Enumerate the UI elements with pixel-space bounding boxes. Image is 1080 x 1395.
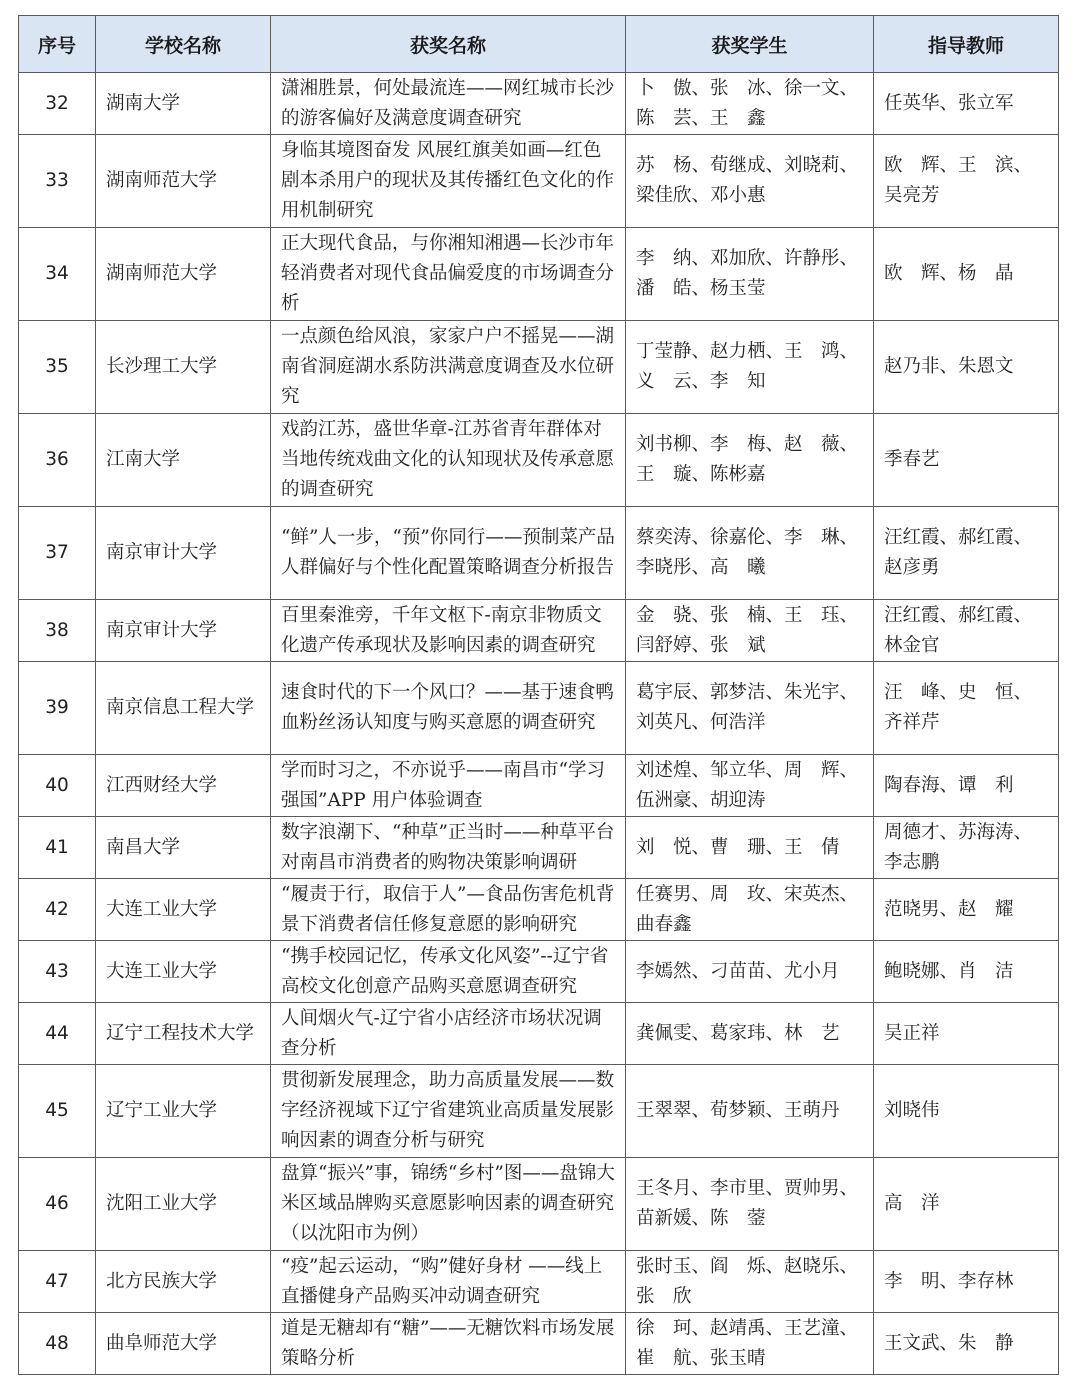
cell-num: 36 — [19, 414, 96, 507]
cell-award: 人间烟火气-辽宁省小店经济市场状况调查分析 — [271, 1003, 626, 1065]
awards-table — [18, 15, 1059, 1375]
table-row — [19, 321, 1059, 414]
cell-teacher: 汪红霞、郝红霞、赵彦勇 — [874, 507, 1059, 600]
cell-num: 35 — [19, 321, 96, 414]
cell-students: 龚佩雯、葛家玮、林 艺 — [626, 1003, 874, 1065]
cell-school: 沈阳工业大学 — [96, 1158, 271, 1251]
table-row — [19, 1158, 1059, 1251]
table-row — [19, 414, 1059, 507]
cell-num: 32 — [19, 73, 96, 135]
cell-students: 李 纳、邓加欣、许静彤、潘 皓、杨玉莹 — [626, 228, 874, 321]
cell-teacher: 李 明、李存林 — [874, 1251, 1059, 1313]
table-row — [19, 879, 1059, 941]
cell-school: 北方民族大学 — [96, 1251, 271, 1313]
cell-students: 刘述煌、邹立华、周 辉、伍洲豪、胡迎涛 — [626, 755, 874, 817]
header-school: 学校名称 — [96, 16, 271, 73]
cell-num: 47 — [19, 1251, 96, 1313]
cell-students: 李嫣然、刁苗苗、尤小月 — [626, 941, 874, 1003]
cell-school: 曲阜师范大学 — [96, 1313, 271, 1375]
table-row — [19, 1003, 1059, 1065]
cell-num: 42 — [19, 879, 96, 941]
header-students: 获奖学生 — [626, 16, 874, 73]
table-row — [19, 73, 1059, 135]
table-row — [19, 1251, 1059, 1313]
cell-school: 南昌大学 — [96, 817, 271, 879]
cell-teacher: 陶春海、谭 利 — [874, 755, 1059, 817]
cell-school: 江西财经大学 — [96, 755, 271, 817]
cell-num: 33 — [19, 135, 96, 228]
cell-school: 南京审计大学 — [96, 507, 271, 600]
table-row — [19, 600, 1059, 662]
cell-students: 任赛男、周 玫、宋英杰、曲春鑫 — [626, 879, 874, 941]
cell-students: 葛宇辰、郭梦洁、朱光宇、刘英凡、何浩洋 — [626, 662, 874, 755]
cell-students: 张时玉、阎 烁、赵晓乐、张 欣 — [626, 1251, 874, 1313]
cell-students: 王冬月、李市里、贾帅男、苗新媛、陈 蓥 — [626, 1158, 874, 1251]
cell-school: 南京审计大学 — [96, 600, 271, 662]
cell-num: 34 — [19, 228, 96, 321]
table-row — [19, 755, 1059, 817]
cell-teacher: 欧 辉、杨 晶 — [874, 228, 1059, 321]
cell-school: 长沙理工大学 — [96, 321, 271, 414]
cell-num: 45 — [19, 1065, 96, 1158]
cell-award: 学而时习之，不亦说乎——南昌市“学习强国”APP 用户体验调查 — [271, 755, 626, 817]
cell-award: 贯彻新发展理念，助力高质量发展——数字经济视域下辽宁省建筑业高质量发展影响因素的调查分析与研究 — [271, 1065, 626, 1158]
cell-num: 48 — [19, 1313, 96, 1375]
cell-award: 数字浪潮下、“种草”正当时——种草平台对南昌市消费者的购物决策影响调研 — [271, 817, 626, 879]
cell-school: 辽宁工业大学 — [96, 1065, 271, 1158]
cell-num: 44 — [19, 1003, 96, 1065]
cell-award: 戏韵江苏，盛世华章-江苏省青年群体对当地传统戏曲文化的认知现状及传承意愿的调查研究 — [271, 414, 626, 507]
cell-num: 37 — [19, 507, 96, 600]
header-row — [19, 16, 1059, 73]
cell-award: 道是无糖却有“糖”——无糖饮料市场发展策略分析 — [271, 1313, 626, 1375]
table-row — [19, 1065, 1059, 1158]
cell-award: 正大现代食品，与你湘知湘遇—长沙市年轻消费者对现代食品偏爱度的市场调查分析 — [271, 228, 626, 321]
table-row — [19, 941, 1059, 1003]
table-row — [19, 662, 1059, 755]
cell-award: “携手校园记忆，传承文化风姿”--辽宁省高校文化创意产品购买意愿调查研究 — [271, 941, 626, 1003]
cell-num: 46 — [19, 1158, 96, 1251]
cell-school: 南京信息工程大学 — [96, 662, 271, 755]
cell-school: 辽宁工程技术大学 — [96, 1003, 271, 1065]
table-row — [19, 1313, 1059, 1375]
cell-award: 身临其境图奋发 风展红旗美如画—红色剧本杀用户的现状及其传播红色文化的作用机制研究 — [271, 135, 626, 228]
cell-teacher: 吴正祥 — [874, 1003, 1059, 1065]
cell-teacher: 汪红霞、郝红霞、林金官 — [874, 600, 1059, 662]
cell-award: “鲜”人一步，“预”你同行——预制菜产品人群偏好与个性化配置策略调查分析报告 — [271, 507, 626, 600]
cell-teacher: 欧 辉、王 滨、吴亮芳 — [874, 135, 1059, 228]
cell-teacher: 周德才、苏海涛、李志鹏 — [874, 817, 1059, 879]
cell-award: “履责于行，取信于人”—食品伤害危机背景下消费者信任修复意愿的影响研究 — [271, 879, 626, 941]
cell-students: 蔡奕涛、徐嘉伦、李 琳、李晓彤、高 曦 — [626, 507, 874, 600]
cell-teacher: 刘晓伟 — [874, 1065, 1059, 1158]
cell-num: 40 — [19, 755, 96, 817]
cell-award: 速食时代的下一个风口？——基于速食鸭血粉丝汤认知度与购买意愿的调查研究 — [271, 662, 626, 755]
cell-award: 百里秦淮旁，千年文枢下-南京非物质文化遗产传承现状及影响因素的调查研究 — [271, 600, 626, 662]
cell-school: 大连工业大学 — [96, 879, 271, 941]
table-row — [19, 817, 1059, 879]
cell-teacher: 季春艺 — [874, 414, 1059, 507]
cell-school: 湖南师范大学 — [96, 135, 271, 228]
cell-students: 王翠翠、荀梦颖、王萌丹 — [626, 1065, 874, 1158]
cell-students: 丁莹静、赵力栖、王 鸿、义 云、李 知 — [626, 321, 874, 414]
table-header — [19, 16, 1059, 73]
cell-teacher: 鲍晓娜、肖 洁 — [874, 941, 1059, 1003]
cell-teacher: 王文武、朱 静 — [874, 1313, 1059, 1375]
cell-students: 刘 悦、曹 珊、王 倩 — [626, 817, 874, 879]
cell-teacher: 范晓男、赵 耀 — [874, 879, 1059, 941]
cell-award: “疫”起云运动，“购”健好身材 ——线上直播健身产品购买冲动调查研究 — [271, 1251, 626, 1313]
cell-teacher: 汪 峰、史 恒、齐祥芹 — [874, 662, 1059, 755]
cell-teacher: 赵乃非、朱恩文 — [874, 321, 1059, 414]
cell-award: 一点颜色给风浪，家家户户不摇晃——湖南省洞庭湖水系防洪满意度调查及水位研究 — [271, 321, 626, 414]
cell-students: 金 骁、张 楠、王 珏、闫舒婷、张 斌 — [626, 600, 874, 662]
header-num: 序号 — [19, 16, 96, 73]
cell-school: 湖南大学 — [96, 73, 271, 135]
header-teacher: 指导教师 — [874, 16, 1059, 73]
table-row — [19, 507, 1059, 600]
header-award: 获奖名称 — [271, 16, 626, 73]
cell-award: 潇湘胜景，何处最流连——网红城市长沙的游客偏好及满意度调查研究 — [271, 73, 626, 135]
cell-teacher: 高 洋 — [874, 1158, 1059, 1251]
cell-students: 刘书柳、李 梅、赵 薇、王 璇、陈彬嘉 — [626, 414, 874, 507]
cell-school: 江南大学 — [96, 414, 271, 507]
cell-teacher: 任英华、张立军 — [874, 73, 1059, 135]
cell-school: 大连工业大学 — [96, 941, 271, 1003]
cell-students: 苏 杨、荀继成、刘晓莉、梁佳欣、邓小惠 — [626, 135, 874, 228]
cell-num: 39 — [19, 662, 96, 755]
table-row — [19, 135, 1059, 228]
cell-students: 卜 傲、张 冰、徐一文、陈 芸、王 鑫 — [626, 73, 874, 135]
table-row — [19, 228, 1059, 321]
cell-school: 湖南师范大学 — [96, 228, 271, 321]
cell-award: 盘算“振兴”事，锦绣“乡村”图——盘锦大米区域品牌购买意愿影响因素的调查研究（以沈阳市为例） — [271, 1158, 626, 1251]
cell-students: 徐 珂、赵靖禹、王艺潼、崔 航、张玉晴 — [626, 1313, 874, 1375]
cell-num: 41 — [19, 817, 96, 879]
cell-num: 38 — [19, 600, 96, 662]
table-body — [19, 73, 1059, 1375]
cell-num: 43 — [19, 941, 96, 1003]
